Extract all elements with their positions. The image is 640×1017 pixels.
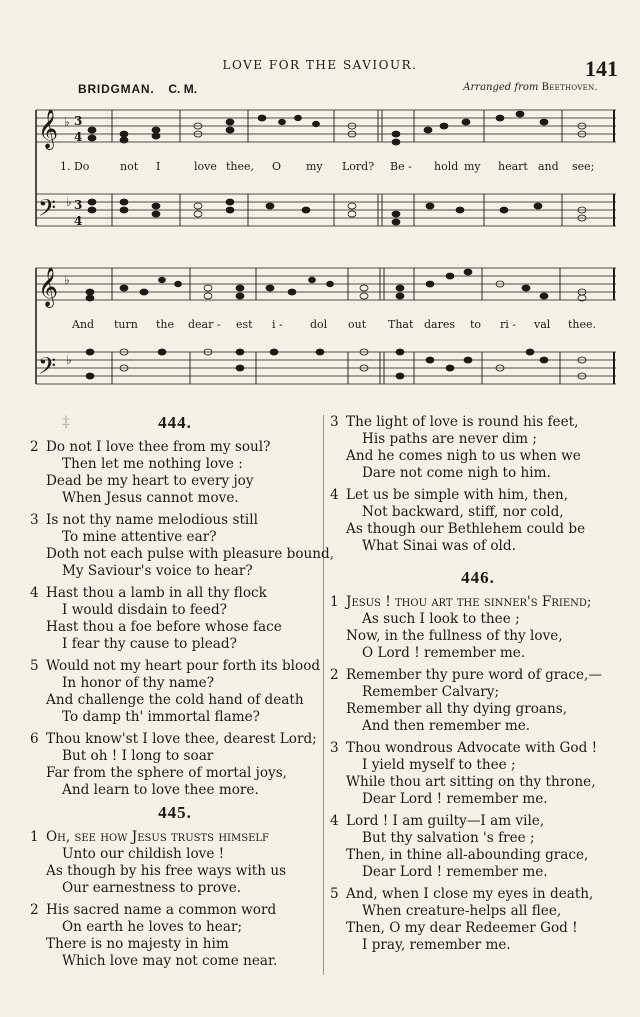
lyric: out xyxy=(348,318,367,331)
lyric: hold xyxy=(434,160,459,173)
verse-line: And learn to love thee more. xyxy=(62,782,259,798)
verse-line: Now, in the fullness of thy love, xyxy=(346,628,563,644)
flat-icon: ♭ xyxy=(64,273,70,287)
lyric: to xyxy=(470,318,482,331)
verse-line: Thou know'st I love thee, dearest Lord; xyxy=(46,731,317,747)
verse-line: Oh, see how Jesus trusts himself xyxy=(46,829,269,845)
lyric: my xyxy=(464,160,481,173)
staff-treble-2 xyxy=(36,268,616,300)
hymn-number: 446. xyxy=(461,568,495,587)
stanza xyxy=(30,829,320,897)
verse-line: The light of love is round his feet, xyxy=(346,414,579,430)
stanza-number: 5 xyxy=(30,658,39,674)
verse-line: What Sinai was of old. xyxy=(362,538,516,554)
verse-line: Hast thou a foe before whose face xyxy=(46,619,282,635)
stanza xyxy=(30,585,320,653)
verse-line: But oh ! I long to soar xyxy=(62,748,214,764)
stanza-number: 4 xyxy=(30,585,39,601)
stanza-number: 4 xyxy=(330,487,339,503)
bass-clef-icon: 𝄢 xyxy=(38,194,57,227)
stanza-number: 3 xyxy=(330,414,339,430)
lyric: love xyxy=(194,160,217,173)
verse-line: Unto our childish love ! xyxy=(62,846,225,862)
tune-name: BRIDGMAN. xyxy=(78,82,155,96)
verse-line: His paths are never dim ; xyxy=(362,431,537,447)
lyric: thee, xyxy=(226,160,255,173)
lyric: O xyxy=(272,160,282,173)
verse-line: Doth not each pulse with pleasure bound, xyxy=(46,546,335,562)
verse-line: Which love may not come near. xyxy=(62,953,278,969)
lyric: est xyxy=(236,318,253,331)
lyric: dear - xyxy=(188,318,221,331)
verse-line: Remember Calvary; xyxy=(362,684,500,700)
verse-line: Dead be my heart to every joy xyxy=(46,473,254,489)
stanza xyxy=(30,658,320,726)
verse-line: Then let me nothing love : xyxy=(62,456,243,472)
verse-line: Our earnestness to prove. xyxy=(62,880,242,896)
svg-text:3: 3 xyxy=(74,198,83,212)
staff-bass-2 xyxy=(36,352,616,384)
stanza-number: 2 xyxy=(330,667,339,683)
verse-line: To damp th' immortal flame? xyxy=(62,709,260,725)
lyric: dol xyxy=(310,318,328,331)
running-head: LOVE FOR THE SAVIOUR. xyxy=(222,58,418,72)
stanza xyxy=(330,594,626,662)
lyric: Be - xyxy=(390,160,412,173)
stanza-number: 2 xyxy=(30,902,39,918)
verse-line: And he comes nigh to us when we xyxy=(346,448,581,464)
flat-icon: ♭ xyxy=(64,115,70,129)
stanza xyxy=(330,886,626,954)
stanza xyxy=(30,731,320,799)
verse-line: I fear thy cause to plead? xyxy=(62,636,237,652)
column-divider xyxy=(323,415,324,975)
pencil-mark-icon: ‡ xyxy=(62,412,70,431)
verse-line: As such I look to thee ; xyxy=(362,611,520,627)
verse-line: When creature-helps all flee, xyxy=(362,903,562,919)
hymn-number: 444. xyxy=(158,413,192,432)
composer: Beethoven. xyxy=(541,82,598,93)
lyric: and xyxy=(538,160,559,173)
stanza xyxy=(330,487,626,555)
verse-line: And, when I close my eyes in death, xyxy=(346,886,594,902)
verse-line: My Saviour's voice to hear? xyxy=(62,563,253,579)
lyric: my xyxy=(306,160,323,173)
music-score xyxy=(30,100,622,400)
verse-line: Not backward, stiff, nor cold, xyxy=(362,504,564,520)
flat-icon: ♭ xyxy=(66,353,72,367)
verse-line: O Lord ! remember me. xyxy=(362,645,526,661)
verse-line: While thou art sitting on thy throne, xyxy=(346,774,596,790)
noteheads xyxy=(86,111,586,379)
lyric: 1. Do xyxy=(60,160,90,173)
stanza-number: 3 xyxy=(30,512,39,528)
stanza-number: 4 xyxy=(330,813,339,829)
bass-clef-icon: 𝄢 xyxy=(38,352,57,385)
stanza xyxy=(330,740,626,808)
page-number: 141 xyxy=(585,56,618,81)
verse-line: Dear Lord ! remember me. xyxy=(362,791,548,807)
lyric: And xyxy=(72,318,95,331)
verse-line: Remember all thy dying groans, xyxy=(346,701,568,717)
lyric: not xyxy=(120,160,139,173)
stanza-number: 1 xyxy=(330,594,339,610)
verse-line: His sacred name a common word xyxy=(46,902,277,918)
stanza xyxy=(30,439,320,507)
verse-line: Lord ! I am guilty—I am vile, xyxy=(346,813,545,829)
left-column xyxy=(30,410,335,975)
svg-text:4: 4 xyxy=(74,214,83,228)
verse-line: I would disdain to feed? xyxy=(62,602,227,618)
lyric: thee. xyxy=(568,318,597,331)
lyric: the xyxy=(156,318,175,331)
verse-line: And then remember me. xyxy=(362,718,531,734)
stanza-number: 5 xyxy=(330,886,339,902)
verse-line: There is no majesty in him xyxy=(46,936,229,952)
hymn-number: 445. xyxy=(158,803,192,822)
verse-line: Far from the sphere of mortal joys, xyxy=(46,765,288,781)
verse-line: When Jesus cannot move. xyxy=(62,490,239,506)
verse-line: Hast thou a lamb in all thy flock xyxy=(46,585,267,601)
lyric: see; xyxy=(572,160,595,173)
arranged-prefix: Arranged from xyxy=(463,82,539,93)
stanza xyxy=(30,512,335,580)
arranger xyxy=(463,82,598,93)
lyric: ri - xyxy=(500,318,516,331)
verse-line: But thy salvation 's free ; xyxy=(362,830,535,846)
svg-text:4: 4 xyxy=(74,130,83,144)
verse-line: Then, in thine all-abounding grace, xyxy=(346,847,589,863)
stanza xyxy=(30,902,320,970)
verse-line: Then, O my dear Redeemer God ! xyxy=(346,920,578,936)
verse-line: Let us be simple with him, then, xyxy=(346,487,569,503)
stanza-number: 6 xyxy=(30,731,39,747)
verse-line: Dare not come nigh to him. xyxy=(362,465,551,481)
verse-line: I yield myself to thee ; xyxy=(362,757,516,773)
verse-line: Would not my heart pour forth its blood xyxy=(46,658,321,674)
verse-line: Remember thy pure word of grace,— xyxy=(346,667,602,683)
stanza-number: 3 xyxy=(330,740,339,756)
right-column xyxy=(330,410,626,959)
lyric: val xyxy=(534,318,551,331)
verse-line: Do not I love thee from my soul? xyxy=(46,439,271,455)
lyric: dares xyxy=(424,318,456,331)
verse-line: As though our Bethlehem could be xyxy=(346,521,586,537)
lyrics-row-2 xyxy=(60,318,600,334)
treble-clef-icon: 𝄞 xyxy=(38,109,59,149)
stanza xyxy=(330,414,626,482)
verse-line: On earth he loves to hear; xyxy=(62,919,243,935)
lyric: I xyxy=(156,160,161,173)
verse-line: Jesus ! thou art the sinner's Friend; xyxy=(346,594,592,610)
treble-clef-icon: 𝄞 xyxy=(38,267,59,307)
verse-line: As though by his free ways with us xyxy=(46,863,287,879)
lyric: turn xyxy=(114,318,138,331)
stanza xyxy=(330,667,626,735)
verse-line: In honor of thy name? xyxy=(62,675,214,691)
lyric: That xyxy=(388,318,414,331)
verse-line: Dear Lord ! remember me. xyxy=(362,864,548,880)
svg-text:3: 3 xyxy=(74,114,83,128)
verse-line: Thou wondrous Advocate with God ! xyxy=(346,740,598,756)
lyric: Lord? xyxy=(342,160,375,173)
tune-line xyxy=(78,82,598,96)
verse-line: Is not thy name melodious still xyxy=(46,512,258,528)
verse-line: And challenge the cold hand of death xyxy=(46,692,304,708)
verse-line: I pray, remember me. xyxy=(362,937,511,953)
tune-meter: C. M. xyxy=(168,82,198,96)
flat-icon: ♭ xyxy=(66,195,72,209)
lyric: i - xyxy=(272,318,283,331)
verse-line: To mine attentive ear? xyxy=(62,529,217,545)
lyric: heart xyxy=(498,160,528,173)
stanza-number: 1 xyxy=(30,829,39,845)
lyrics-row-1 xyxy=(60,160,600,176)
stanza xyxy=(330,813,626,881)
stanza-number: 2 xyxy=(30,439,39,455)
